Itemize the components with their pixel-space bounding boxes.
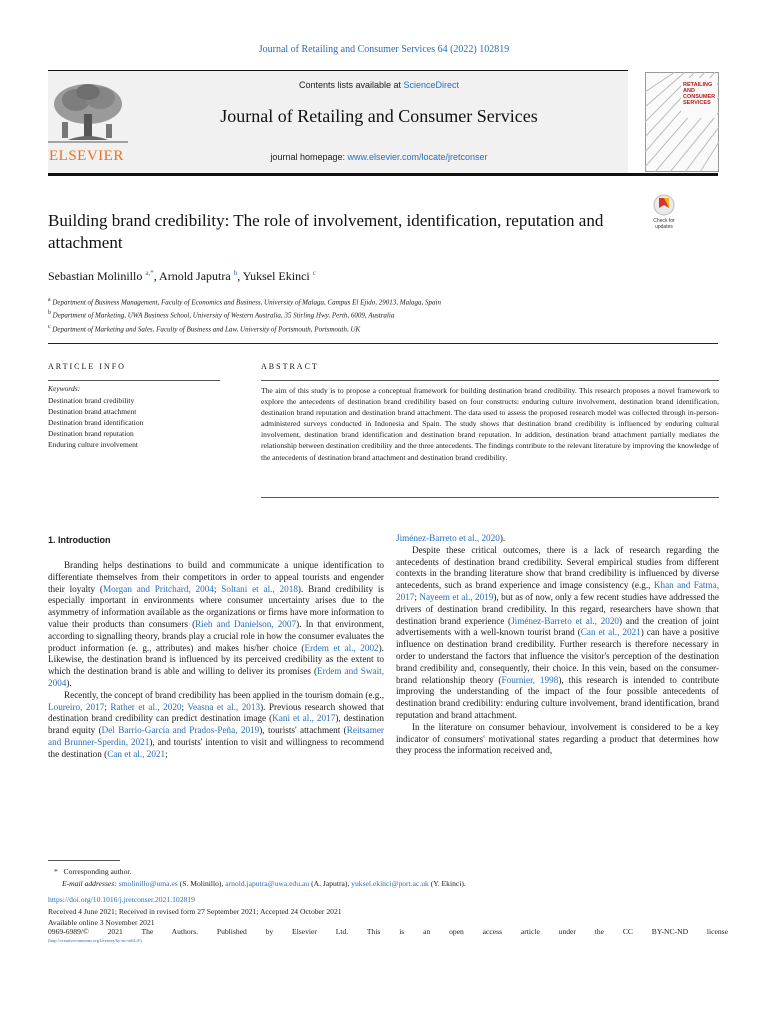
reference-link[interactable]: Erdem et al., 2002 xyxy=(304,642,379,653)
affiliation-text: Department of Marketing, UWA Business School, University of Western Australia, 35 Stirling Hwy, Perth, 6009, Australia xyxy=(52,311,395,320)
author-name[interactable]: Yuksel Ekinci xyxy=(242,269,310,283)
paragraph xyxy=(396,533,719,545)
homepage-prefix: journal homepage: xyxy=(270,152,348,162)
email-link[interactable]: arnold.japutra@uwa.edu.au xyxy=(225,879,310,888)
email-link[interactable]: smolinillo@uma.es xyxy=(118,879,178,888)
keyword: Enduring culture involvement xyxy=(48,440,138,449)
abstract-rule xyxy=(261,380,719,381)
keyword-list xyxy=(48,395,143,450)
reference-link[interactable]: Can et al., 2021 xyxy=(107,748,166,759)
author-name[interactable]: Arnold Japutra xyxy=(159,269,231,283)
body-text: ) and the creation of joint advertisements with a well-known tourist brand ( xyxy=(396,615,719,638)
body-text: ). Likewise, the destination brand is influenced by its perceived credibility as the extent to which the destination brand is able and willing to deliver its promises ( xyxy=(48,642,384,677)
header-bottom-rule xyxy=(48,173,718,176)
cover-line: RETAILING xyxy=(683,82,713,88)
body-column-right xyxy=(396,533,719,757)
license-link[interactable]: (http://creativecommons.org/licenses/by-nc-nd/4.0/). xyxy=(48,938,143,943)
keyword: Destination brand reputation xyxy=(48,429,134,438)
body-text: Despite these critical outcomes, there is a lack of research regarding the antecedents of destination brand credibility. Several empirical studies from different contexts in the branding literature show that brand credibility is influenced by diverse antecedents, such as brand experience and image consistency (e.g., xyxy=(396,544,719,591)
email-owner: (A. Japutra), xyxy=(309,879,352,888)
corresponding-note xyxy=(48,866,728,878)
body-text: ; xyxy=(213,583,222,594)
journal-name: Journal of Retailing and Consumer Services xyxy=(220,106,538,126)
available-online: Available online 3 November 2021 xyxy=(48,918,155,927)
affiliation-sup: b xyxy=(48,310,51,317)
homepage-link[interactable]: www.elsevier.com/locate/jretconser xyxy=(347,152,488,162)
doi-link[interactable]: https://doi.org/10.1016/j.jretconser.2021.102819 xyxy=(48,895,195,904)
reference-link[interactable]: Del Barrio-García and Prados-Peña, 2019 xyxy=(101,725,260,736)
paragraph xyxy=(396,722,719,757)
body-text: ), tourists' attachment ( xyxy=(259,725,347,736)
affiliation-sup: a xyxy=(48,297,51,303)
cover-line: CONSUMER xyxy=(683,94,716,100)
affiliation-sup: c xyxy=(48,323,51,330)
body-text: ; xyxy=(165,748,168,759)
author-sup[interactable]: a,* xyxy=(145,269,154,277)
affiliations xyxy=(48,295,728,335)
reference-link[interactable]: Kani et al., 2017 xyxy=(272,713,336,724)
reference-link[interactable]: Morgan and Pritchard, 2004 xyxy=(103,583,214,594)
corresponding-text: Corresponding author. xyxy=(63,867,132,876)
footnote-rule xyxy=(48,860,120,861)
author-sup[interactable]: c xyxy=(312,269,316,277)
body-text: ), destination brand equity ( xyxy=(48,713,384,736)
affiliation-text: Department of Business Management, Faculty of Economics and Business, University of Malaga, Campus El Ejido, 29013, Malaga, Spain xyxy=(52,298,441,307)
article-info-heading: ARTICLE INFO xyxy=(48,362,126,371)
reference-link[interactable]: Loureiro, 2017 xyxy=(48,701,105,712)
keywords-label: Keywords: xyxy=(48,384,81,393)
body-text: ), and tourists' intention to visit and willingness to recommend the destination ( xyxy=(48,736,385,759)
license-text: 0969-6989/© 2021 The Authors. Published by Elsevier Ltd. This is an open access article under the CC BY-NC-ND license xyxy=(48,927,728,936)
elsevier-wordmark: ELSEVIER xyxy=(49,148,124,164)
affiliation-text: Department of Marketing and Sales, Faculty of Business and Law, University of Portsmouth, Portsmouth, UK xyxy=(52,324,361,333)
email-owner: (S. Molinillo), xyxy=(177,879,226,888)
body-text: ). In that environment, according to signalling theory, brands play a crucial role in how the consumer evaluates the product information (e. g., attributes) and makes his/her choice ( xyxy=(48,618,384,653)
reference-link[interactable]: Reitsamer and Brunner-Sperdin, 2021 xyxy=(48,725,384,747)
body-text: ), but as of now, only a few recent studies have addressed the drivers of destination brand credibility. In this regard, researchers have shown that destination brand experience ( xyxy=(396,591,719,626)
paragraph xyxy=(48,560,384,690)
cover-line: SERVICES xyxy=(683,100,711,106)
reference-link[interactable]: Can et al., 2021 xyxy=(580,627,641,638)
body-text: ). Previous research showed that destination brand credibility can predict destination image ( xyxy=(48,701,384,724)
body-text: ; xyxy=(414,591,420,602)
keyword: Destination brand attachment xyxy=(48,407,137,416)
reference-link[interactable]: Nayeem et al., 2019 xyxy=(419,591,494,602)
section-divider xyxy=(48,343,718,344)
body-text: Branding helps destinations to build and communicate a unique identification to differentiate themselves from their competitors in order to appeal tourists and engender their loyalty ( xyxy=(48,560,384,594)
abstract-bottom-rule xyxy=(261,497,719,498)
author-name[interactable]: Sebastian Molinillo xyxy=(48,269,143,283)
body-text: ), this research is intended to contribute improving the understanding of the impact of the four possible antecedents of destination brand credibility: enduring culture involvement, brand identification, brand reputation and brand attachment. xyxy=(396,674,719,720)
reference-link[interactable]: Khan and Fatma, 2017 xyxy=(396,580,720,602)
author-sep: , xyxy=(237,269,243,283)
cover-line: AND xyxy=(683,88,695,94)
homepage-line xyxy=(130,152,628,162)
abstract-heading: ABSTRACT xyxy=(261,362,319,371)
reference-link[interactable]: Erdem and Swait, 2004 xyxy=(48,666,384,688)
email-link[interactable]: yuksel.ekinci@port.ac.uk xyxy=(351,879,429,888)
body-text: ). xyxy=(66,677,72,688)
body-text: ) can have a positive influence on destination brand credibility. Further research is therefore necessary in order to understand the factors that influence the visitor's perception of the destination brand credibility and, consequently, their choice. In this vein, based on the consumer-brand relationship theory ( xyxy=(396,627,720,685)
keyword: Destination brand identification xyxy=(48,418,144,427)
intro-heading: 1. Introduction xyxy=(48,535,111,545)
body-text: ; xyxy=(104,701,111,712)
body-text: ). xyxy=(499,533,506,543)
article-title: Building brand credibility: The role of involvement, identification, reputation and attachment xyxy=(48,211,604,252)
footnotes xyxy=(48,866,728,945)
reference-link[interactable]: Rieh and Danielson, 2007 xyxy=(195,618,297,629)
body-text: ). Brand credibility is especially important in environments where consumer uncertainty arises due to the asymmetry of information available as the organizations or firms have more information to value their products than consumers ( xyxy=(48,583,384,629)
reference-link[interactable]: Jiménez-Barreto et al., 2020 xyxy=(396,533,500,543)
body-text: Recently, the concept of brand credibility has been applied in the tourism domain (e.g., xyxy=(64,689,384,700)
author-sup[interactable]: b xyxy=(233,269,238,277)
sciencedirect-link[interactable]: ScienceDirect xyxy=(403,80,460,90)
journal-citation[interactable]: Journal of Retailing and Consumer Services 64 (2022) 102819 xyxy=(258,44,510,55)
paragraph xyxy=(48,690,384,761)
contents-line xyxy=(130,80,628,90)
author-list xyxy=(48,269,316,284)
received-dates: Received 4 June 2021; Received in revised form 27 September 2021; Accepted 24 October 2021 xyxy=(48,907,342,916)
abstract-text: The aim of this study is to propose a conceptual framework for building destination brand credibility. This research proposes a novel framework to explore the antecedents of destination brand credibility based on four constructs: enduring culture involvement, destination brand identification, destination brand reputation and destination brand attachment. The data used to assess the proposed research model was collected through in-person-administered surveys conducted in Indonesia and Spain. The study shows that destination brand credibility is influenced by enduring cultural involvement, destination brand identification and destination brand reputation. In addition, destination brand attachment partially mediates the relationship between destination credibility and the three antecedents. The findings contribute to the relevant literature by improving the knowledge of the antecedents of destination brand attachment and destination brand credibility. xyxy=(261,386,719,462)
reference-link[interactable]: Fournier, 1998 xyxy=(501,674,559,685)
email-line xyxy=(48,878,728,890)
author-sep: , xyxy=(153,269,160,283)
reference-link[interactable]: Rather et al., 2020 xyxy=(110,701,182,712)
body-text: ; xyxy=(181,701,188,712)
check-for-updates-button[interactable] xyxy=(646,194,682,230)
body-column-left xyxy=(48,560,384,761)
affiliation-item xyxy=(48,308,728,321)
email-owner: (Y. Ekinci). xyxy=(428,879,466,888)
corresponding-mark: * xyxy=(54,867,58,876)
check-updates-icon xyxy=(651,194,677,216)
body-text: In the literature on consumer behaviour, involvement is considered to be a key indicator of consumers' motivational states regarding a product that determines how they process the information received and, xyxy=(396,721,719,756)
contents-prefix: Contents lists available at xyxy=(298,80,404,90)
affiliation-item xyxy=(48,295,728,308)
reference-link[interactable]: Jiménez-Barreto et al., 2020 xyxy=(511,615,620,626)
reference-link[interactable]: Soltani et al., 2018 xyxy=(221,583,298,594)
affiliation-item xyxy=(48,322,728,335)
check-updates-label: Check for xyxy=(653,218,675,224)
email-label: E-mail addresses: xyxy=(62,879,117,888)
keyword: Destination brand credibility xyxy=(48,396,135,405)
article-info-rule xyxy=(48,380,220,381)
check-updates-label: updates xyxy=(655,224,673,230)
reference-link[interactable]: Veasna et al., 2013 xyxy=(187,701,261,712)
journal-cover[interactable] xyxy=(645,72,719,172)
paragraph xyxy=(396,545,719,722)
